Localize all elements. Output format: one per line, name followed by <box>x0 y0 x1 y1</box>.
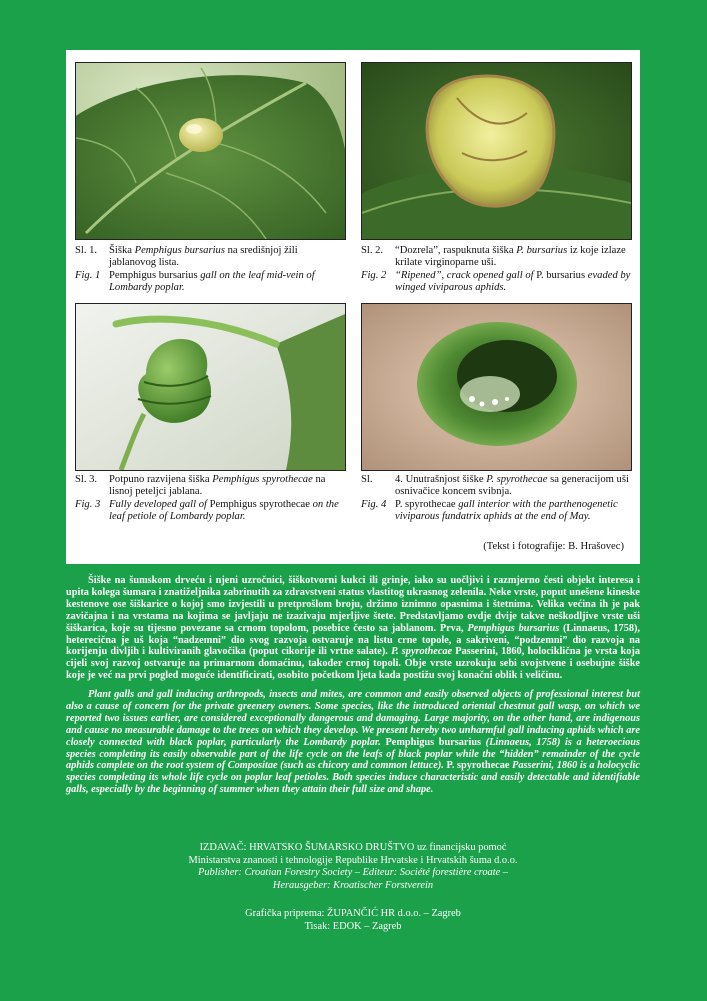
publisher-line: Herausgeber: Kroatischer Forstverein <box>272 879 434 891</box>
species-name: P. spyrothecae <box>395 498 456 510</box>
caption-label: Sl. 1. <box>75 245 98 256</box>
photo-credit: (Tekst i fotografije: B. Hrašovec) <box>483 541 624 552</box>
printing-line: Tisak: EDOK – Zagreb <box>304 920 402 932</box>
photo-ripened-gall <box>361 62 632 240</box>
publisher-info <box>66 842 640 892</box>
caption-text: gall interior with the parthenogenetic viviparous fundatrix aphids at the end of May. <box>395 498 618 523</box>
photo-gall-interior <box>361 303 632 471</box>
caption-label: Sl. 2. <box>361 245 384 256</box>
caption-text: gall on the leaf mid-vein of Lombardy poplar. <box>109 269 315 294</box>
publisher-line: Publisher: Croatian Forestry Society – Editeur: Société forestière croate – <box>197 867 508 879</box>
printing-info <box>66 908 640 933</box>
species-name: Pemphigus bursarius <box>109 269 198 281</box>
caption-figure-2 <box>361 245 633 295</box>
caption-text: sa generacijom uši osnivačice koncem svibnja. <box>395 474 629 498</box>
paragraph-english: Plant galls and gall inducing arthropods, insects and mites, are common and easily observed objects of professional interest but also a cause of concern for the private greenery owners. Some species, like the introduced oriental chestnut gall wasp, on which we reported two issues earlier, are considered exceptionally dangerous and damaging. Large majority, on the other hand, are indigenous and cause no measurable damage to the trees on which they develop. We present hereby two unharmful gall inducing aphids which are closely connected with black poplar, particularly the Lombardy poplar. Pemphigus bursarius (Linnaeus, 1758) is a heteroecious species completing its easily observable part of the life cycle on the leafs of black poplar while the “hidden” remainder of the cycle aphids complete on the root system of Compositae (such as chicory and common lettuce). P. spyrothecae Passerini, 1860 is a holocyclic species completing its whole life cycle on poplar leaf petioles. Both species induce characteristic and easily detectable and identifiable galls, especially by the beginning of summer when they attain their full size and shape. <box>66 689 640 796</box>
caption-label: Fig. 1 <box>75 269 101 281</box>
caption-text: on the leaf petiole of Lombardy poplar. <box>109 498 339 523</box>
caption-text: na lisnoj peteljci jablana. <box>109 474 326 498</box>
species-name: Pemphigus spyrothecae <box>209 498 310 510</box>
photo-leaf-midvein-gall <box>75 62 346 240</box>
figure-panel <box>66 50 640 564</box>
caption-label: Fig. 2 <box>361 269 387 281</box>
printing-line: Grafička priprema: ŽUPANČIĆ HR d.o.o. – Zagreb <box>245 908 461 919</box>
caption-label: Fig. 4 <box>361 498 387 510</box>
species-name: Pemphigus bursarius <box>134 245 225 256</box>
caption-figure-3 <box>75 474 347 524</box>
caption-text: 4. Unutrašnjost šiške <box>395 474 487 485</box>
caption-label: Sl. <box>361 474 373 485</box>
species-name: P. spyrothecae <box>486 474 548 485</box>
publisher-line: IZDAVAČ: HRVATSKO ŠUMARSKO DRUŠTVO uz financijsku pomoć <box>199 842 507 853</box>
caption-text: Potpuno razvijena šiška <box>109 474 213 485</box>
species-name: P. bursarius <box>516 245 568 256</box>
caption-text: iz koje izlaze krilate virginoparne uši. <box>395 245 626 269</box>
paragraph-croatian: Šiške na šumskom drveću i njeni uzročnici, šiškotvorni kukci ili grinje, iako su uočljivi i razmjerno česti objekt interesa i upita kolega šumara i znatiželjnika zabrinutih za zdravstveni status vlastitog ukrasnog zelenila. Neke vrste, poput unešene kineske kestenove ose šiškarice o kojoj smo izvjestili u pretprošlom broju, držimo iznimno opasnima i štetnima. Velika većina ih je pak zavičajna i na vrstama na kojima se javljaju ne izazivaju mjerljive štete. Predstavljamo ovdje dvije takve neškodljive vrste uši šiškarica, koje su tijesno povezane sa crnom topolom, posebice često sa jablanom. Prva, Pemphigus bursarius (Linnaeus, 1758), heterecična je uš koja “nadzemni” dio svog razvoja ostvaruje na listu crne topole, a sakriveni, “podzemni” dio razvoja na korijenju divljih i kultiviranih glavočika (poput cikorije ili vrtne salate). P. spyrothecae Passerini, 1860, holociklična je vrsta koja cijeli svoj razvoj ostvaruje na primarnom domaćinu, također crnoj topoli. Obje vrste uzrokuju sebi svojstvene i osebujne šiške koje je već na prvi pogled moguće identificirati, osobito početkom ljeta kada postižu svoj konačni oblik i veličinu. <box>66 575 641 682</box>
caption-text: “Ripened”, crack opened gall of <box>395 269 537 281</box>
species-name: Pemphigus spyrothecae <box>212 474 313 485</box>
caption-text: evaded by winged viviparous aphids. <box>395 269 631 294</box>
caption-text: “Dozrela”, raspuknuta šiška <box>395 245 517 256</box>
caption-text: na središnjoj žili jablanovog lista. <box>109 245 298 269</box>
species-name: P. bursarius <box>536 269 586 281</box>
caption-figure-4 <box>361 474 633 524</box>
publisher-line: Ministarstva znanosti i tehnologije Republike Hrvatske i Hrvatskih šuma d.o.o. <box>188 854 518 866</box>
caption-label: Fig. 3 <box>75 498 101 510</box>
photo-petiole-spiral-gall <box>75 303 346 471</box>
caption-text: Šiška <box>109 245 135 256</box>
caption-label: Sl. 3. <box>75 474 98 485</box>
caption-text: Fully developed gall of <box>109 498 210 510</box>
caption-figure-1 <box>75 245 347 295</box>
